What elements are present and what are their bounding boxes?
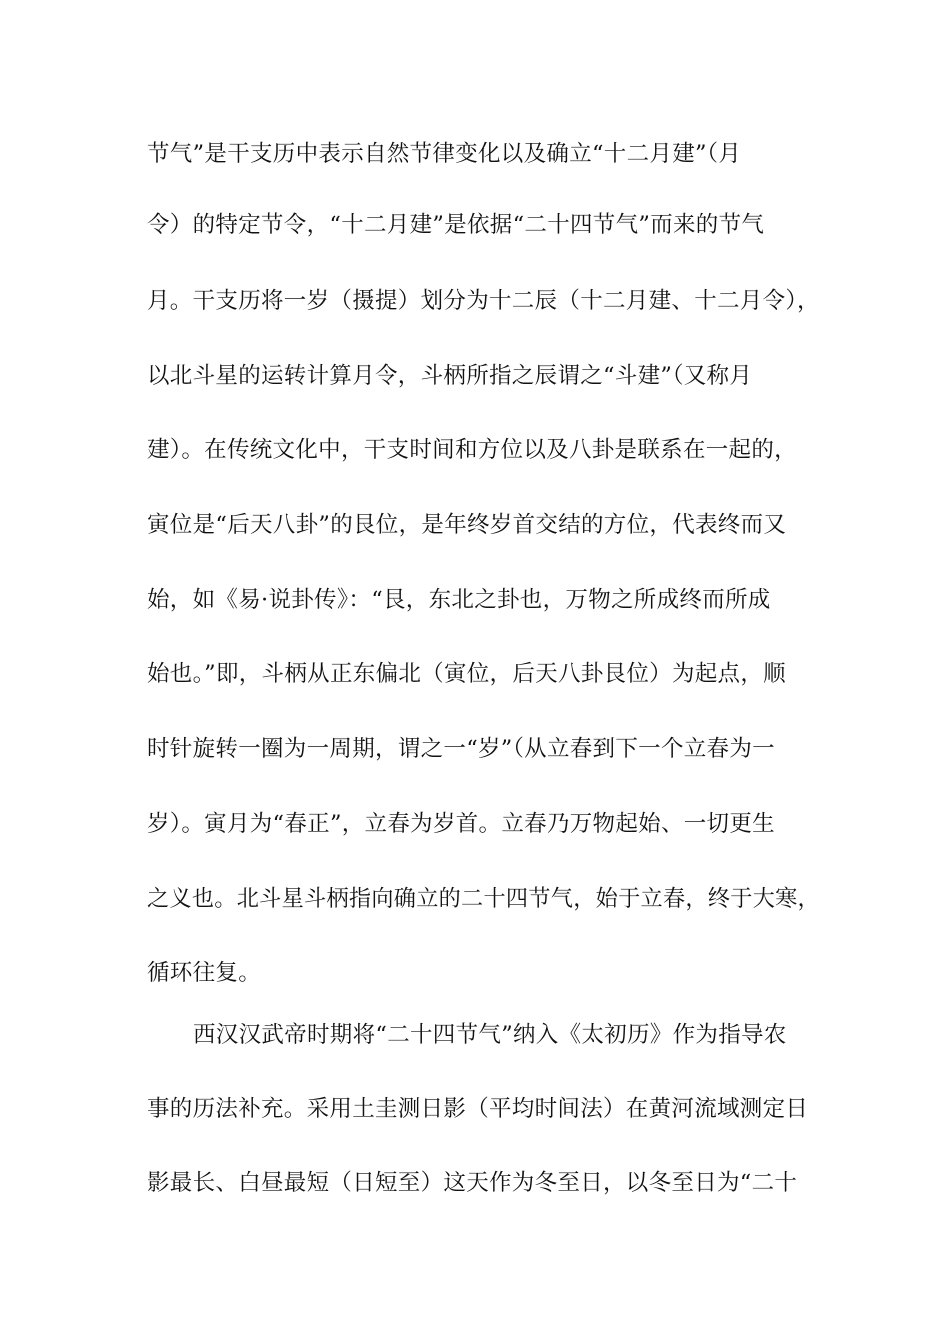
text-line: 时针旋转一圈为一周期，谓之一“岁”（从立春到下一个立春为一 (147, 736, 775, 762)
text-line: 寅位是“后天八卦”的艮位，是年终岁首交结的方位，代表终而又 (147, 512, 787, 538)
text-line: 事的历法补充。采用土圭测日影（平均时间法）在黄河流域测定日 (147, 1096, 809, 1122)
text-line: 循环往复。 (147, 960, 262, 986)
text-line: 影最长、白昼最短（日短至）这天作为冬至日，以冬至日为“二十 (147, 1170, 798, 1196)
text-line: 节气”是干支历中表示自然节律变化以及确立“十二月建”（月 (147, 141, 742, 167)
paragraph-first-line: 西汉汉武帝时期将“二十四节气”纳入《太初历》作为指导农 (193, 1022, 787, 1048)
text-line: 以北斗星的运转计算月令，斗柄所指之辰谓之“斗建”（又称月 (147, 363, 753, 389)
text-line: 月。干支历将一岁（摄提）划分为十二辰（十二月建、十二月令）， (147, 288, 820, 314)
text-line: 始也。”即，斗柄从正东偏北（寅位，后天八卦艮位）为起点，顺 (147, 661, 786, 687)
text-line: 令）的特定节令，“十二月建”是依据“二十四节气”而来的节气 (147, 212, 765, 238)
text-line: 岁）。寅月为“春正”，立春为岁首。立春乃万物起始、一切更生 (147, 811, 775, 837)
text-line: 之义也。北斗星斗柄指向确立的二十四节气，始于立春，终于大寒， (147, 886, 821, 912)
text-line: 始，如《易·说卦传》：“艮，东北之卦也，万物之所成终而所成 (147, 587, 771, 613)
text-line: 建）。在传统文化中，干支时间和方位以及八卦是联系在一起的， (147, 437, 797, 463)
